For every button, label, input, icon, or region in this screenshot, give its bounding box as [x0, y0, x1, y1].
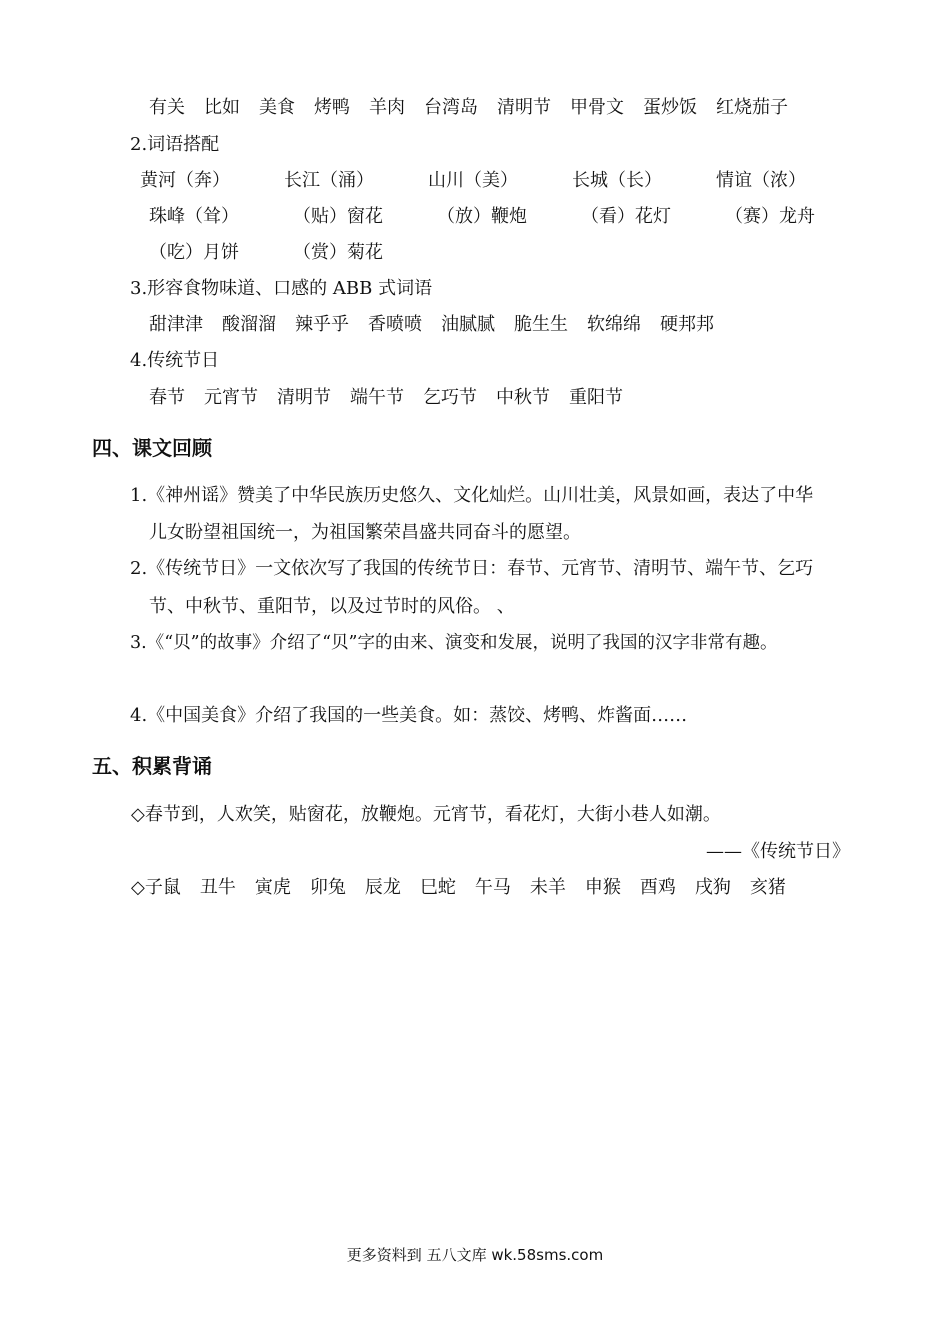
festivals-title: 4.传统节日 — [130, 350, 220, 371]
zodiac-list — [131, 877, 805, 899]
abb-word: 辣乎乎 — [295, 314, 349, 335]
vocab-word: 甲骨文 — [570, 97, 624, 118]
zodiac-item: 酉鸡 — [639, 877, 676, 898]
collocation-item: （赛）龙舟 — [725, 206, 815, 227]
vocab-word: 烤鸭 — [314, 97, 350, 118]
vocab-word: 红烧茄子 — [716, 97, 788, 118]
recitation-poem: ◇春节到，人欢笑，贴窗花，放鞭炮。元宵节，看花灯，大街小巷人如潮。 — [131, 804, 721, 825]
festival-word: 中秋节 — [496, 387, 550, 408]
zodiac-item: 辰龙 — [364, 877, 401, 898]
collocation-item: （赏）菊花 — [293, 242, 383, 263]
vocab-word: 清明节 — [497, 97, 551, 118]
abb-title: 3.形容食物味道、口感的 ABB 式词语 — [130, 278, 433, 299]
footer-link[interactable]: 更多资料到 五八文库 wk.58sms.com — [346, 1246, 604, 1264]
section-heading-review: 四、课文回顾 — [92, 436, 212, 460]
review-item-2-line-1: 2.《传统节日》一文依次写了我国的传统节日：春节、元宵节、清明节、端午节、乞巧 — [130, 558, 814, 579]
festival-word: 重阳节 — [569, 387, 623, 408]
collocation-title: 2.词语搭配 — [130, 134, 220, 155]
collocation-row-3 — [149, 242, 437, 264]
review-item-2-line-2: 节、中秋节、重阳节，以及过节时的风俗。 、 — [149, 596, 515, 617]
vocab-word: 羊肉 — [369, 97, 405, 118]
zodiac-item: 子鼠 — [144, 877, 181, 898]
abb-word: 油腻腻 — [441, 314, 495, 335]
collocation-item: 长城（长） — [572, 170, 662, 191]
collocation-item: 山川（美） — [428, 170, 518, 191]
zodiac-item: 亥猪 — [749, 877, 786, 898]
vocab-word: 有关 — [149, 97, 185, 118]
festival-word: 端午节 — [350, 387, 404, 408]
diamond-bullet-icon: ◇ — [131, 877, 145, 898]
vocab-word: 台湾岛 — [424, 97, 478, 118]
review-item-1-line-2: 儿女盼望祖国统一，为祖国繁荣昌盛共同奋斗的愿望。 — [149, 522, 581, 543]
collocation-item: 情谊（浓） — [716, 170, 806, 191]
vocab-list — [149, 97, 807, 119]
collocation-item: （放）鞭炮 — [437, 206, 527, 227]
collocation-item: 长江（涌） — [284, 170, 374, 191]
vocab-word: 蛋炒饭 — [643, 97, 697, 118]
abb-word: 香喷喷 — [368, 314, 422, 335]
abb-word-list — [149, 314, 733, 336]
collocation-item: （吃）月饼 — [149, 242, 239, 263]
abb-word: 酸溜溜 — [222, 314, 276, 335]
zodiac-item: 寅虎 — [254, 877, 291, 898]
zodiac-item: 丑牛 — [199, 877, 236, 898]
zodiac-item: 戌狗 — [694, 877, 731, 898]
zodiac-item: 巳蛇 — [419, 877, 456, 898]
festival-word: 乞巧节 — [423, 387, 477, 408]
poem-source: ——《传统节日》 — [706, 841, 850, 862]
collocation-item: 黄河（奔） — [140, 170, 230, 191]
section-heading-recite: 五、积累背诵 — [92, 754, 212, 778]
abb-word: 甜津津 — [149, 314, 203, 335]
festival-list — [149, 387, 642, 409]
zodiac-item: 申猴 — [584, 877, 621, 898]
vocab-word: 美食 — [259, 97, 295, 118]
zodiac-item: 未羊 — [529, 877, 566, 898]
abb-word: 硬邦邦 — [660, 314, 714, 335]
review-item-1-line-1: 1.《神州谣》赞美了中华民族历史悠久、文化灿烂。山川壮美，风景如画，表达了中华 — [130, 485, 814, 506]
festival-word: 元宵节 — [204, 387, 258, 408]
abb-word: 脆生生 — [514, 314, 568, 335]
collocation-item: 珠峰（耸） — [149, 206, 239, 227]
review-item-3: 3.《“贝”的故事》介绍了“贝”字的由来、演变和发展，说明了我国的汉字非常有趣。 — [130, 633, 778, 653]
collocation-item: （贴）窗花 — [293, 206, 383, 227]
review-item-4: 4.《中国美食》介绍了我国的一些美食。如：蒸饺、烤鸭、炸酱面…… — [130, 705, 688, 726]
collocation-item: （看）花灯 — [581, 206, 671, 227]
vocab-word: 比如 — [204, 97, 240, 118]
zodiac-item: 午马 — [474, 877, 511, 898]
festival-word: 清明节 — [277, 387, 331, 408]
collocation-row-2 — [149, 206, 869, 228]
collocation-row-1 — [140, 170, 860, 192]
abb-word: 软绵绵 — [587, 314, 641, 335]
festival-word: 春节 — [149, 387, 185, 408]
zodiac-item: 卯兔 — [309, 877, 346, 898]
